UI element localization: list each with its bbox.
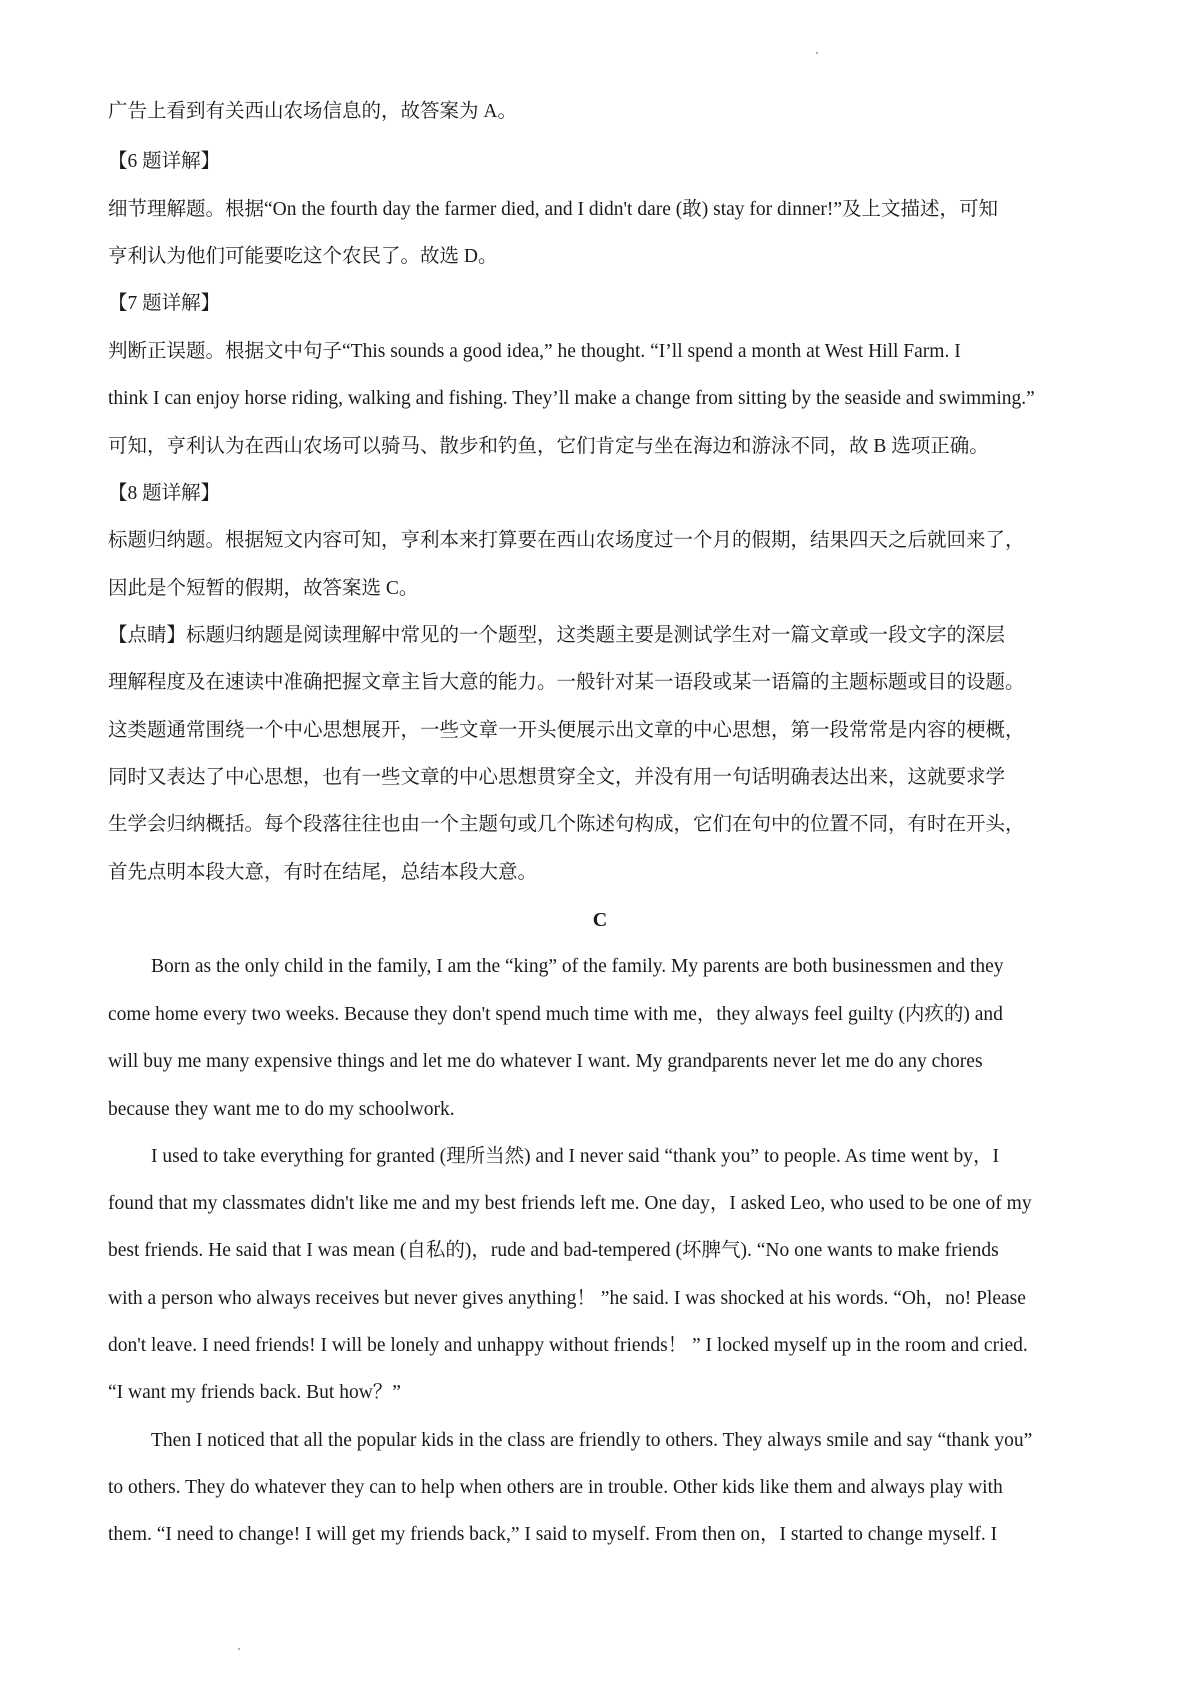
text-line: 可知，亨利认为在西山农场可以骑马、散步和钓鱼，它们肯定与坐在海边和游泳不同，故 B 选项正确。 — [108, 436, 989, 457]
text-line: Born as the only child in the family, I am the “king” of the family. My parents are both businessmen and they — [151, 956, 1004, 977]
text-line: come home every two weeks. Because they don't spend much time with me，they always feel guilty (内疚的) and — [108, 1004, 1003, 1025]
text-line: 生学会归纳概括。每个段落往往也由一个主题句或几个陈述句构成，它们在句中的位置不同，有时在开头， — [108, 814, 1025, 835]
text-line: 判断正误题。根据文中句子“This sounds a good idea,” he thought. “I’ll spend a month at West Hill Farm. I — [108, 341, 961, 362]
text-line: 标题归纳题。根据短文内容可知，亨利本来打算要在西山农场度过一个月的假期，结果四天之后就回来了， — [108, 530, 1025, 551]
passage-label: C — [592, 909, 608, 931]
text-line: to others. They do whatever they can to help when others are in trouble. Other kids like them and always play with — [108, 1477, 1003, 1498]
section-heading: 【6 题详解】 — [108, 151, 221, 172]
text-line: think I can enjoy horse riding, walking and fishing. They’ll make a change from sitting by the seaside and swimming.” — [108, 388, 1035, 409]
scan-speck — [816, 52, 818, 54]
text-line: 同时又表达了中心思想，也有一些文章的中心思想贯穿全文，并没有用一句话明确表达出来，这就要求学 — [108, 767, 1006, 788]
text-line: 【点睛】标题归纳题是阅读理解中常见的一个题型，这类题主要是测试学生对一篇文章或一段文字的深层 — [108, 625, 1006, 646]
text-line: will buy me many expensive things and let me do whatever I want. My grandparents never let me do any chores — [108, 1051, 983, 1072]
text-line: because they want me to do my schoolwork. — [108, 1099, 455, 1120]
text-line: 因此是个短暂的假期，故答案选 C。 — [108, 578, 419, 599]
text-line: I used to take everything for granted (理所当然) and I never said “thank you” to people. As time went by，I — [151, 1146, 1000, 1167]
text-line: best friends. He said that I was mean (自私的)，rude and bad-tempered (坏脾气). “No one wants to make friends — [108, 1240, 999, 1261]
text-line: them. “I need to change! I will get my friends back,” I said to myself. From then on，I started to change myself. I — [108, 1524, 998, 1545]
scan-speck — [238, 1648, 240, 1650]
text-line: don't leave. I need friends! I will be lonely and unhappy without friends！ ” I locked myself up in the room and cried. — [108, 1335, 1028, 1356]
section-heading: 【8 题详解】 — [108, 483, 221, 504]
text-line: 这类题通常围绕一个中心思想展开，一些文章一开头便展示出文章的中心思想，第一段常常是内容的梗概， — [108, 720, 1025, 741]
text-line: 细节理解题。根据“On the fourth day the farmer died, and I didn't dare (敢) stay for dinner!”及上文描述，可知 — [108, 199, 999, 220]
text-line: with a person who always receives but never gives anything！ ”he said. I was shocked at his words. “Oh，no! Please — [108, 1288, 1026, 1309]
section-heading: 【7 题详解】 — [108, 293, 221, 314]
text-line: 广告上看到有关西山农场信息的，故答案为 A。 — [108, 101, 517, 122]
text-line: 亨利认为他们可能要吃这个农民了。故选 D。 — [108, 246, 498, 267]
text-line: 理解程度及在速读中准确把握文章主旨大意的能力。一般针对某一语段或某一语篇的主题标题或目的设题。 — [108, 672, 1025, 693]
text-line: “I want my friends back. But how？” — [108, 1382, 401, 1403]
text-line: 首先点明本段大意，有时在结尾，总结本段大意。 — [108, 862, 538, 883]
text-line: Then I noticed that all the popular kids in the class are friendly to others. They always smile and say “thank you” — [151, 1430, 1033, 1451]
text-line: found that my classmates didn't like me and my best friends left me. One day，I asked Leo, who used to be one of my — [108, 1193, 1032, 1214]
